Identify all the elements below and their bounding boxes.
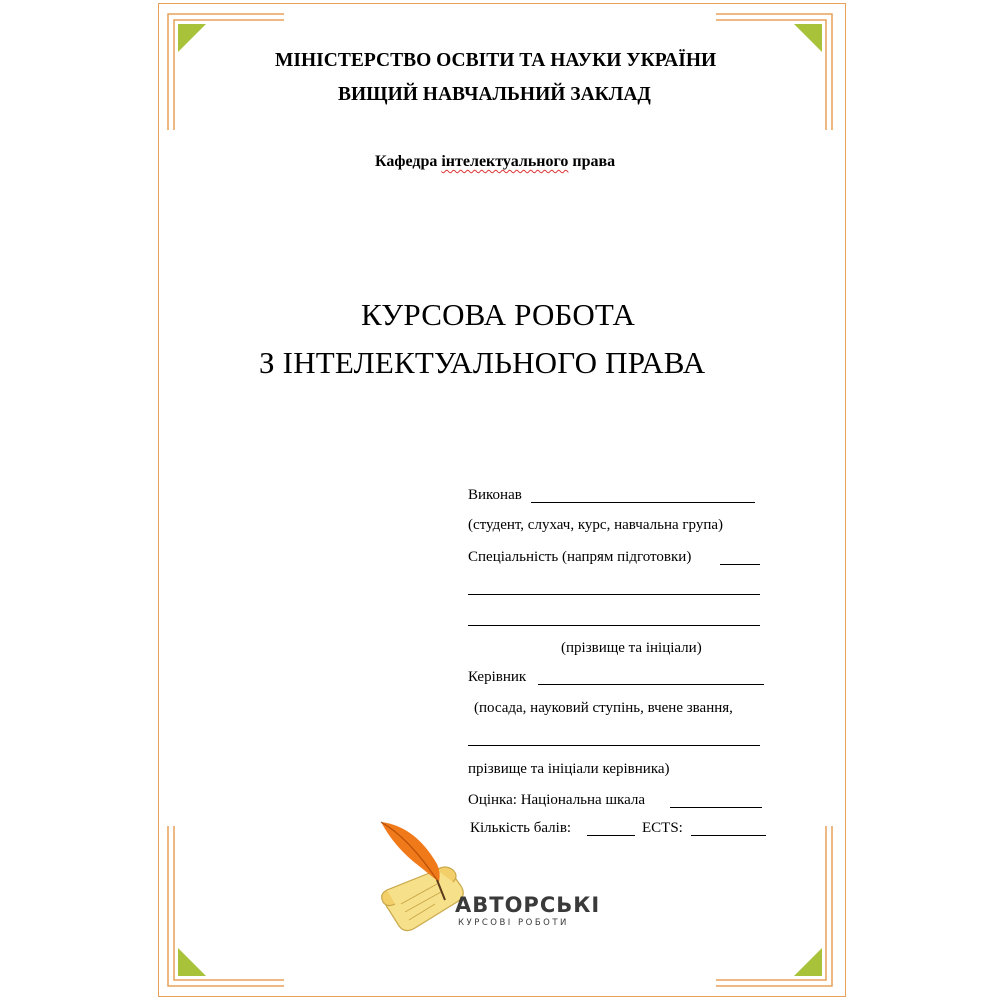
specialty-label: Спеціальність (напрям підготовки)	[468, 549, 692, 565]
department-underlined-word: інтелектуального	[441, 153, 569, 170]
department-heading	[375, 153, 615, 171]
supervisor-label: Керівник	[468, 669, 527, 685]
department-prefix: Кафедра	[375, 153, 442, 170]
specialty-blank-line	[720, 564, 760, 565]
institution-heading: ВИЩИЙ НАВЧАЛЬНИЙ ЗАКЛАД	[338, 84, 651, 105]
title-line-1: КУРСОВА РОБОТА	[361, 297, 636, 332]
points-blank-line	[587, 835, 635, 836]
performer-blank-line	[531, 502, 755, 503]
grade-label: Оцінка: Національна шкала	[468, 792, 645, 808]
ects-label: ECTS:	[642, 820, 683, 836]
corner-triangle-tr	[794, 24, 822, 52]
points-label: Кількість балів:	[470, 820, 572, 836]
supervisor-name-hint: прізвище та ініціали керівника)	[468, 761, 670, 777]
supervisor-blank-line-2	[468, 745, 760, 746]
corner-triangle-bl	[178, 948, 206, 976]
ects-blank-line	[691, 835, 766, 836]
specialty-blank-line-2	[468, 594, 760, 595]
supervisor-hint: (посада, науковий ступінь, вчене звання,	[474, 700, 733, 716]
logo-sub-text: КУРСОВІ РОБОТИ	[458, 918, 569, 928]
supervisor-blank-line	[538, 684, 764, 685]
performer-hint: (студент, слухач, курс, навчальна група)	[468, 517, 724, 533]
grade-blank-line	[670, 807, 762, 808]
corner-triangle-br	[794, 948, 822, 976]
corner-triangle-tl	[178, 24, 206, 52]
title-line-2: З ІНТЕЛЕКТУАЛЬНОГО ПРАВА	[259, 345, 706, 380]
logo-main-text: АВТОРСЬКІ	[455, 893, 601, 917]
name-hint: (прізвище та ініціали)	[561, 640, 702, 656]
ministry-heading: МІНІСТЕРСТВО ОСВІТИ ТА НАУКИ УКРАЇНИ	[275, 50, 717, 71]
department-suffix: права	[568, 153, 616, 170]
performer-label: Виконав	[468, 487, 522, 503]
specialty-blank-line-3	[468, 625, 760, 626]
